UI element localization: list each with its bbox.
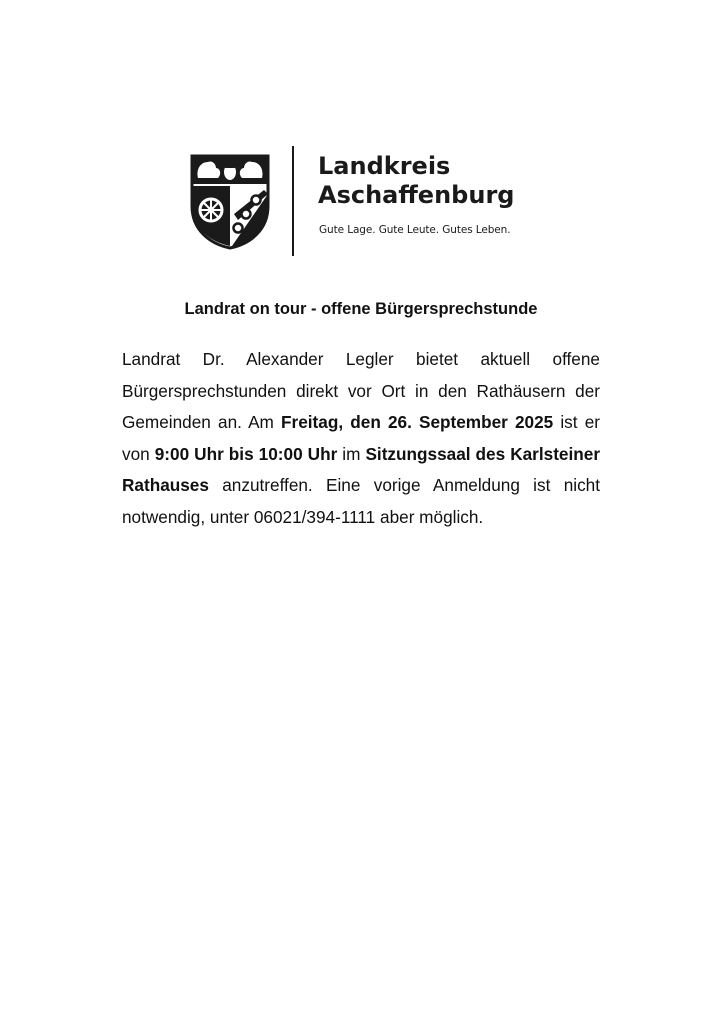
event-location: Sitzungssaal des Karlsteiner Rathauses [122, 443, 601, 495]
brand-line-1: Landkreis [318, 152, 451, 180]
body-text-4: anzutreffen. Eine vorige Anmeldung ist nicht notwendig, unter 06021/394-1111 aber möglich. [122, 475, 600, 527]
body-text-3: im [337, 443, 366, 464]
logo-divider [292, 146, 294, 256]
brand-name [318, 152, 514, 210]
body-text-1: Landrat Dr. Alexander Legler bietet aktuell offene Bürgersprechstunden direkt vor Ort in den Rathäusern der Gemeinden an. Am [122, 349, 600, 432]
event-time: 9:00 Uhr bis 10:00 Uhr [154, 443, 338, 464]
coat-of-arms-icon [190, 154, 270, 250]
event-date: Freitag, den 26. September 2025 [281, 412, 554, 432]
tagline: Gute Lage. Gute Leute. Gutes Leben. [319, 224, 511, 236]
body-paragraph [122, 344, 600, 533]
body-text-2: ist er von [122, 412, 600, 464]
page-title: Landrat on tour - offene Bürgersprechstunde [184, 300, 538, 318]
brand-line-2: Aschaffenburg [318, 181, 515, 209]
landkreis-logo [190, 146, 550, 256]
